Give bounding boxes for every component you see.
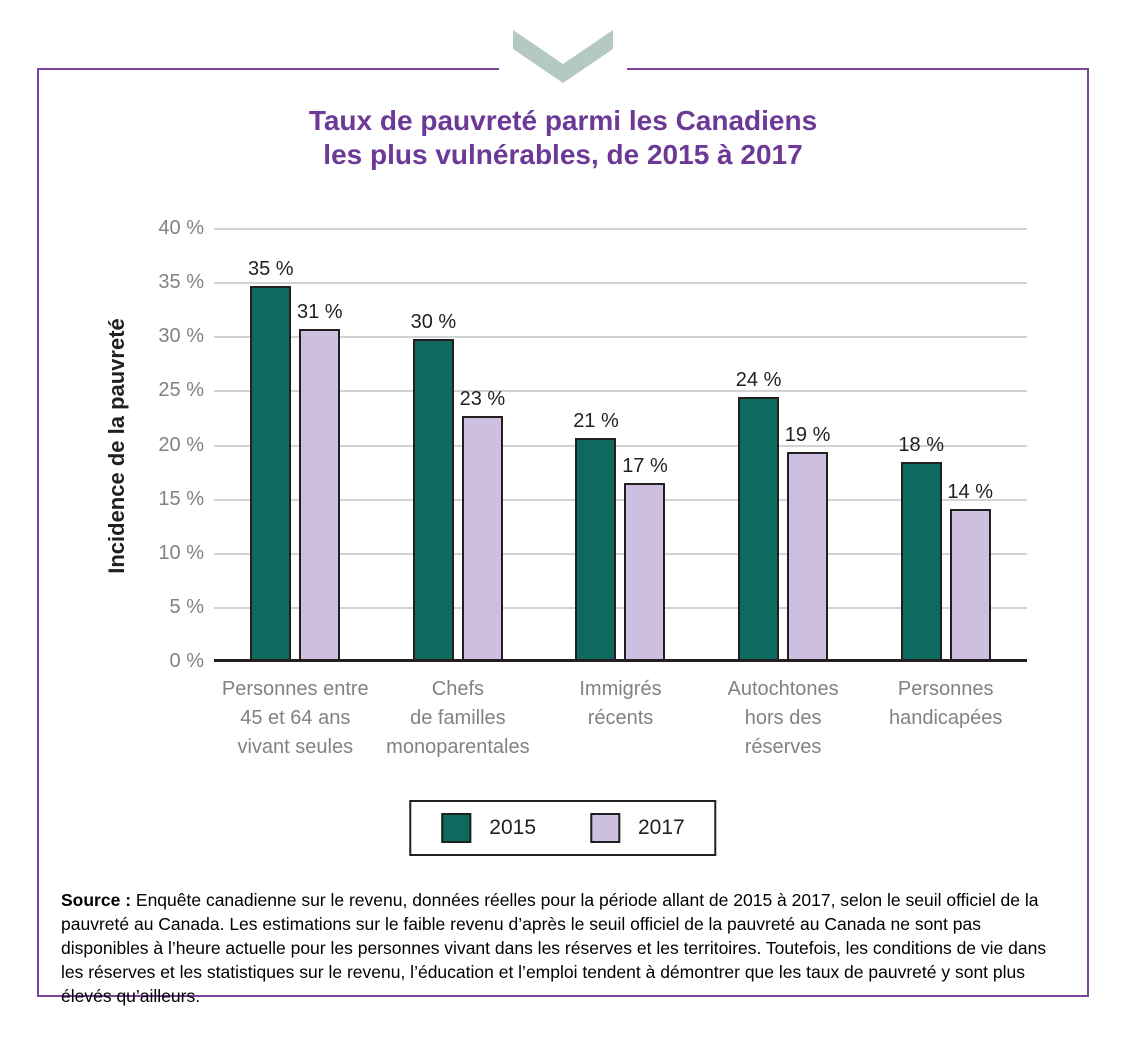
y-tick-label: 40 % [158,217,204,239]
y-tick-label: 10 % [158,541,204,564]
y-tick-label: 30 % [158,325,204,348]
source-text: Enquête canadienne sur le revenu, données réelles pour la période allant de 2015 à 2017, selon le seuil officiel de la pauvreté au Canada. Les estimations sur le faible revenu d’après le seuil officiel de la pauvreté au Canada ne sont pas disponibles à l’heure actuelle pour les personnes vivant dans les réserves et les territoires. Toutefois, les conditions de vie dans les réserves et les statistiques sur le revenu, l’éducation et l’emploi tendent à démontrer que les taux de pauvreté y sont plus élevés qu’ailleurs. [61,890,1047,1006]
category-label [702,675,865,762]
y-tick-label: 5 % [169,595,204,618]
y-tick-label: 15 % [158,487,204,510]
bar-group [864,229,1027,659]
bar-group [539,229,702,659]
category-label-line: 45 et 64 ans [240,707,351,729]
category-label-line: hors des [744,707,822,729]
legend-label: 2017 [638,816,685,839]
legend-swatch-2017 [590,813,620,843]
bar-value-label: 35 % [248,257,294,280]
y-tick-label: 35 % [158,271,204,294]
bar-value-label: 24 % [735,368,782,391]
bar-group [214,229,377,659]
bar-column [459,229,506,659]
y-tick-label: 25 % [158,379,204,402]
bar-2017 [299,329,340,659]
category-label-line: réserves [744,736,822,758]
chevron-down-icon [513,30,613,83]
bar-value-label: 21 % [573,409,619,432]
bar-column [898,229,944,659]
bar-2017 [950,509,991,660]
y-tick-label: 0 % [169,650,204,672]
category-label-line: monoparentales [386,736,530,758]
category-label [864,675,1027,733]
bar-column [297,229,343,659]
legend-item-2015 [441,813,536,843]
y-axis-title: Incidence de la pauvreté [104,318,129,574]
y-axis-ticks [119,217,204,672]
chevron-wrap [499,30,627,83]
category-label-line: de familles [410,707,506,729]
bar-2015 [901,462,942,659]
category-label-line: récents [587,707,654,729]
source-note [61,888,1069,1008]
bar-column [248,229,294,659]
chart-title-line1: Taux de pauvreté parmi les Canadiens [308,105,818,136]
source-label: Source : [61,890,132,910]
category-label [539,675,702,733]
bar-value-label: 23 % [459,388,506,411]
infographic-frame [37,68,1089,1006]
plot-area [214,229,1027,662]
bar-column [622,229,668,659]
bar-2017 [624,483,665,659]
category-label-line: Immigrés [579,678,662,700]
category-label-line: handicapées [888,707,1003,729]
category-label-line: Personnes entre [221,678,369,700]
bar-value-label: 19 % [784,423,831,446]
chart-title [39,104,1087,172]
category-label [377,675,540,762]
category-label-line: Autochtones [727,678,839,700]
bar-value-label: 31 % [297,300,343,323]
bar-2017 [787,452,828,659]
legend-label: 2015 [489,816,536,839]
category-label-line: Chefs [431,678,485,700]
category-label-line: vivant seules [237,736,354,758]
chart-title-line2: les plus vulnérables, de 2015 à 2017 [323,139,803,170]
bar-column [573,229,619,659]
legend [409,800,716,856]
bar-value-label: 18 % [898,434,944,457]
legend-item-2017 [590,813,685,843]
bar-value-label: 14 % [947,480,993,503]
category-label-line: Personnes [897,678,994,700]
bar-2017 [462,416,503,659]
bar-value-label: 17 % [622,454,668,477]
bar-2015 [575,438,616,659]
legend-swatch-2015 [441,813,471,843]
bar-column [735,229,782,659]
bar-group [377,229,540,659]
y-tick-label: 20 % [158,433,204,456]
bar-group [702,229,865,659]
bar-column [947,229,993,659]
bar-2015 [250,286,291,659]
bar-column [410,229,457,659]
bar-2015 [413,339,454,659]
bar-2015 [738,397,779,659]
bar-value-label: 30 % [410,310,457,333]
bar-column [784,229,831,659]
category-label [214,675,377,762]
